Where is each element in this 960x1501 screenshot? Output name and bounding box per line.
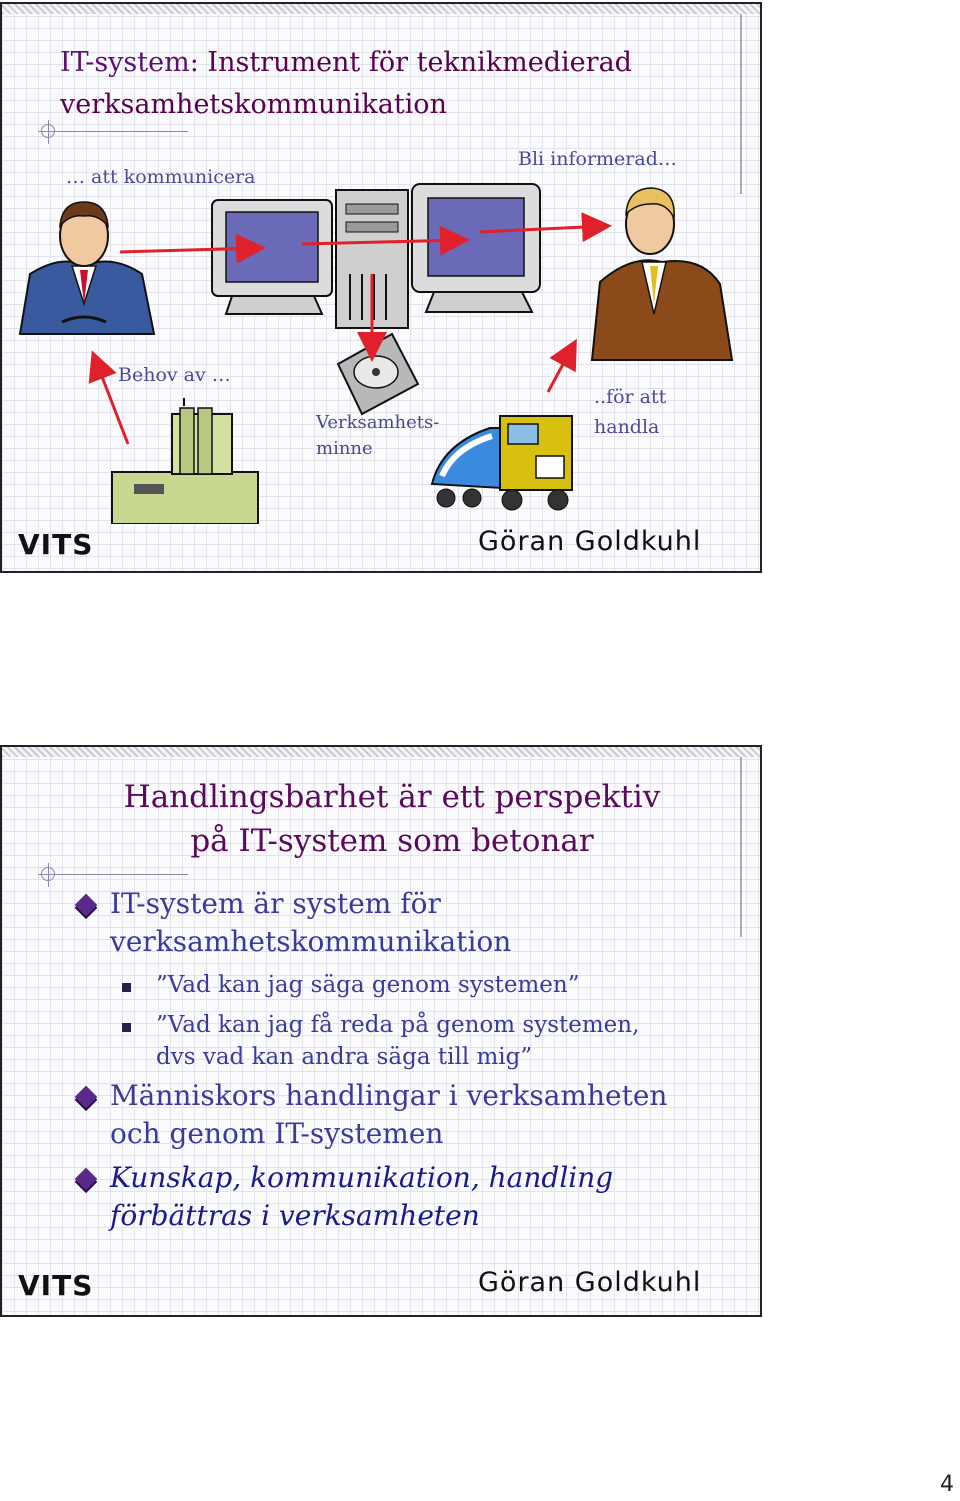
- arrow-icon: [94, 356, 128, 444]
- diamond-bullet-icon: [75, 1086, 98, 1109]
- sub-bullet-item: ”Vad kan jag säga genom systemen”: [122, 969, 682, 1001]
- label-need: Behov av …: [118, 364, 231, 386]
- hard-disk-icon: [338, 334, 418, 414]
- businessman-right-icon: [592, 188, 732, 360]
- vits-logo: VITS: [18, 1269, 94, 1302]
- bullet-item: Människors handlingar i verksamheten och genom IT-systemen: [78, 1077, 718, 1153]
- slide-1-title: IT-system: Instrument för teknikmedierad verksamhetskommunikation: [60, 47, 632, 120]
- slide-1: [0, 2, 762, 573]
- crosshair-ornament: [38, 863, 188, 887]
- slide-top-strip: [2, 747, 760, 757]
- diamond-bullet-icon: [75, 1168, 98, 1191]
- bullet-item: IT-system är system för verksamhetskommunikation: [78, 885, 718, 961]
- slide-2-title: Handlingsbarhet är ett perspektiv på IT-system som betonar: [123, 779, 661, 859]
- monitor-icon: [212, 200, 332, 314]
- factory-icon: [112, 398, 258, 524]
- sub-bullet-item: ”Vad kan jag få reda på genom systemen, dvs vad kan andra säga till mig”: [122, 1009, 682, 1073]
- page-number: 4: [940, 1472, 954, 1497]
- bullet-item: Kunskap, kommunikation, handling förbättras i verksamheten: [78, 1159, 718, 1235]
- label-memory: Verksamhets- minne: [316, 412, 440, 459]
- square-bullet-icon: [122, 983, 131, 992]
- arrow-icon: [548, 344, 574, 392]
- author-signature: Göran Goldkuhl: [478, 526, 702, 557]
- slide-2: [0, 745, 762, 1317]
- vits-logo: VITS: [18, 528, 94, 561]
- label-act: ..för att handla: [594, 386, 667, 438]
- truck-icon: [432, 416, 572, 510]
- slide-margin-line: [740, 757, 742, 937]
- monitor-icon: [412, 184, 540, 312]
- square-bullet-icon: [122, 1023, 131, 1032]
- diamond-bullet-icon: [75, 894, 98, 917]
- author-signature: Göran Goldkuhl: [478, 1267, 702, 1298]
- label-communicate: … att kommunicera: [66, 166, 256, 188]
- illustration: [2, 4, 762, 524]
- label-informed: Bli informerad…: [518, 148, 677, 170]
- businessman-left-icon: [20, 202, 154, 334]
